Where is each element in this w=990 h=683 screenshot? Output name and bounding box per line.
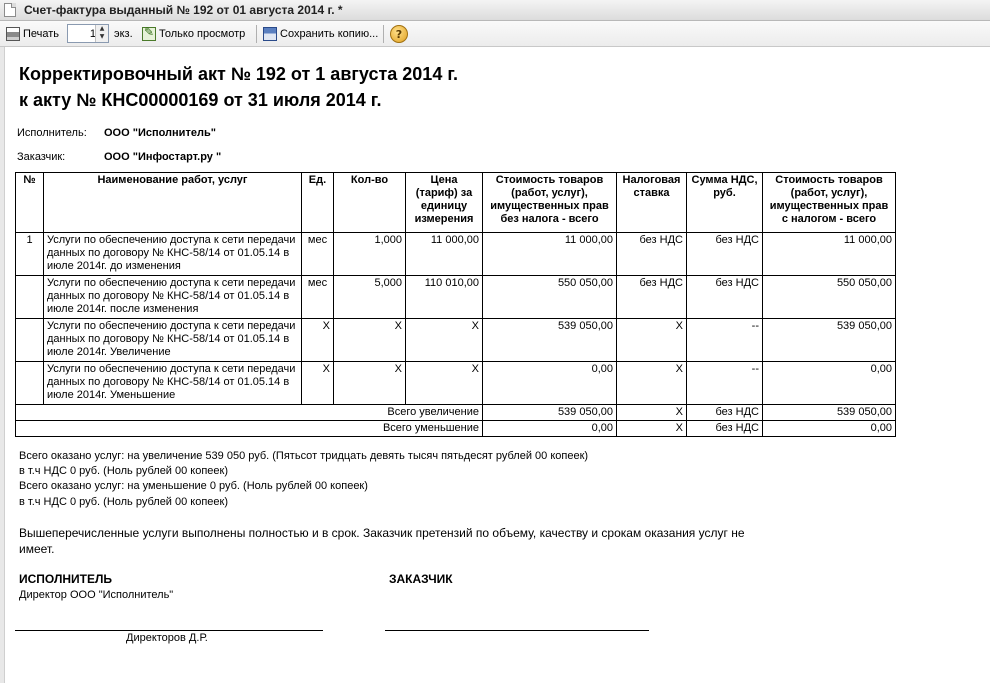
cell-price: X bbox=[406, 319, 483, 362]
cell-rate: без НДС bbox=[617, 276, 687, 319]
document-subtitle: к акту № КНС00000169 от 31 июля 2014 г. bbox=[19, 90, 382, 110]
spin-down-icon[interactable]: ▼ bbox=[99, 33, 105, 40]
cell-num: 1 bbox=[16, 233, 44, 276]
cell-cost: 11 000,00 bbox=[483, 233, 617, 276]
header-price: Цена (тариф) за единицу измерения bbox=[406, 173, 483, 233]
cell-name: Услуги по обеспечению доступа к сети передачи данных по договору № КНС-58/14 от 01.05.14 в июле 2014г. до изменения bbox=[44, 233, 302, 276]
executor-label: Исполнитель: bbox=[17, 127, 87, 139]
header-num: № bbox=[16, 173, 44, 233]
cell-vat: без НДС bbox=[687, 405, 763, 421]
cell-rate: X bbox=[617, 362, 687, 405]
completion-statement: Вышеперечисленные услуги выполнены полностью и в срок. Заказчик претензий по объему, качеству и срокам оказания услуг не имеет. bbox=[19, 526, 745, 556]
cell-total: 550 050,00 bbox=[763, 276, 896, 319]
cell-qty: X bbox=[334, 319, 406, 362]
cell-name: Услуги по обеспечению доступа к сети передачи данных по договору № КНС-58/14 от 01.05.14 в июле 2014г. Увеличение bbox=[44, 319, 302, 362]
cell-price: 110 010,00 bbox=[406, 276, 483, 319]
cell-unit: X bbox=[302, 362, 334, 405]
save-icon bbox=[263, 27, 277, 41]
table-row bbox=[16, 233, 896, 276]
table-row bbox=[16, 276, 896, 319]
cell-total: 539 050,00 bbox=[763, 319, 896, 362]
header-total: Стоимость товаров (работ, услуг), имущественных прав с налогом - всего bbox=[763, 173, 896, 233]
header-unit: Ед. bbox=[302, 173, 334, 233]
cell-qty: X bbox=[334, 362, 406, 405]
customer-signature-heading: ЗАКАЗЧИК bbox=[389, 572, 453, 586]
cell-unit: мес bbox=[302, 276, 334, 319]
toolbar-separator bbox=[256, 25, 257, 43]
header-rate: Налоговая ставка bbox=[617, 173, 687, 233]
table-row bbox=[16, 362, 896, 405]
summary-line: в т.ч НДС 0 руб. (Ноль рублей 00 копеек) bbox=[19, 496, 229, 508]
total-decrease-label: Всего уменьшение bbox=[16, 421, 483, 437]
document-margin bbox=[0, 47, 5, 683]
print-button[interactable] bbox=[6, 25, 59, 43]
executor-signature-line bbox=[15, 630, 323, 631]
cell-price: X bbox=[406, 362, 483, 405]
customer-signature-line bbox=[385, 630, 649, 631]
cell-cost: 550 050,00 bbox=[483, 276, 617, 319]
cell-total: 11 000,00 bbox=[763, 233, 896, 276]
printer-icon bbox=[6, 27, 20, 41]
executor-value: ООО "Исполнитель" bbox=[104, 127, 216, 139]
cell-name: Услуги по обеспечению доступа к сети передачи данных по договору № КНС-58/14 от 01.05.14 в июле 2014г. Уменьшение bbox=[44, 362, 302, 405]
header-cost: Стоимость товаров (работ, услуг), имущественных прав без налога - всего bbox=[483, 173, 617, 233]
cell-rate: X bbox=[617, 421, 687, 437]
summary-line: Всего оказано услуг: на увеличение 539 050 руб. (Пятьсот тридцать девять тысяч пятьдесят рублей 00 копеек) bbox=[19, 450, 589, 462]
summary-line: Всего оказано услуг: на уменьшение 0 руб. (Ноль рублей 00 копеек) bbox=[19, 480, 368, 492]
executor-position: Директор ООО "Исполнитель" bbox=[19, 589, 174, 601]
toolbar bbox=[0, 21, 990, 47]
cell-num bbox=[16, 319, 44, 362]
save-copy-button[interactable] bbox=[263, 25, 378, 43]
view-only-button[interactable] bbox=[142, 25, 245, 43]
cell-vat: -- bbox=[687, 319, 763, 362]
document-icon bbox=[4, 3, 16, 17]
copies-stepper[interactable] bbox=[67, 24, 109, 43]
cell-rate: без НДС bbox=[617, 233, 687, 276]
document-area[interactable] bbox=[0, 47, 990, 683]
window-titlebar bbox=[0, 0, 990, 21]
cell-price: 11 000,00 bbox=[406, 233, 483, 276]
cell-total: 0,00 bbox=[763, 421, 896, 437]
print-label: Печать bbox=[23, 28, 60, 40]
cell-vat: без НДС bbox=[687, 276, 763, 319]
edit-icon bbox=[142, 27, 156, 41]
cell-num bbox=[16, 276, 44, 319]
cell-rate: X bbox=[617, 405, 687, 421]
copies-input[interactable] bbox=[68, 25, 98, 42]
cell-cost: 539 050,00 bbox=[483, 405, 617, 421]
total-increase-label: Всего увеличение bbox=[16, 405, 483, 421]
cell-total: 0,00 bbox=[763, 362, 896, 405]
header-qty: Кол-во bbox=[334, 173, 406, 233]
customer-value: ООО "Инфостарт.ру " bbox=[104, 151, 222, 163]
view-only-label: Только просмотр bbox=[159, 28, 246, 40]
cell-total: 539 050,00 bbox=[763, 405, 896, 421]
copies-spinner[interactable] bbox=[95, 25, 108, 42]
save-copy-label: Сохранить копию... bbox=[280, 28, 379, 40]
totals-row bbox=[16, 421, 896, 437]
totals-row bbox=[16, 405, 896, 421]
spin-up-icon[interactable]: ▲ bbox=[99, 25, 105, 32]
cell-cost: 0,00 bbox=[483, 421, 617, 437]
cell-rate: X bbox=[617, 319, 687, 362]
header-vat: Сумма НДС, руб. bbox=[687, 173, 763, 233]
cell-qty: 1,000 bbox=[334, 233, 406, 276]
table-header-row bbox=[16, 173, 896, 233]
executor-name: Директоров Д.Р. bbox=[126, 632, 208, 644]
summary-line: в т.ч НДС 0 руб. (Ноль рублей 00 копеек) bbox=[19, 465, 229, 477]
header-name: Наименование работ, услуг bbox=[44, 173, 302, 233]
document-title: Корректировочный акт № 192 от 1 августа 2014 г. bbox=[19, 64, 459, 84]
copies-unit-label: экз. bbox=[114, 28, 133, 40]
services-table bbox=[15, 172, 896, 437]
cell-name: Услуги по обеспечению доступа к сети передачи данных по договору № КНС-58/14 от 01.05.14 в июле 2014г. после изменения bbox=[44, 276, 302, 319]
cell-num bbox=[16, 362, 44, 405]
cell-unit: мес bbox=[302, 233, 334, 276]
customer-label: Заказчик: bbox=[17, 151, 66, 163]
executor-signature-heading: ИСПОЛНИТЕЛЬ bbox=[19, 572, 113, 586]
cell-vat: без НДС bbox=[687, 233, 763, 276]
table-row bbox=[16, 319, 896, 362]
cell-cost: 0,00 bbox=[483, 362, 617, 405]
window-title: Счет-фактура выданный № 192 от 01 августа 2014 г. * bbox=[24, 3, 343, 17]
cell-vat: без НДС bbox=[687, 421, 763, 437]
cell-vat: -- bbox=[687, 362, 763, 405]
cell-unit: X bbox=[302, 319, 334, 362]
cell-qty: 5,000 bbox=[334, 276, 406, 319]
cell-cost: 539 050,00 bbox=[483, 319, 617, 362]
help-button[interactable] bbox=[390, 25, 408, 43]
toolbar-separator bbox=[383, 25, 384, 43]
help-icon: ? bbox=[390, 25, 408, 43]
